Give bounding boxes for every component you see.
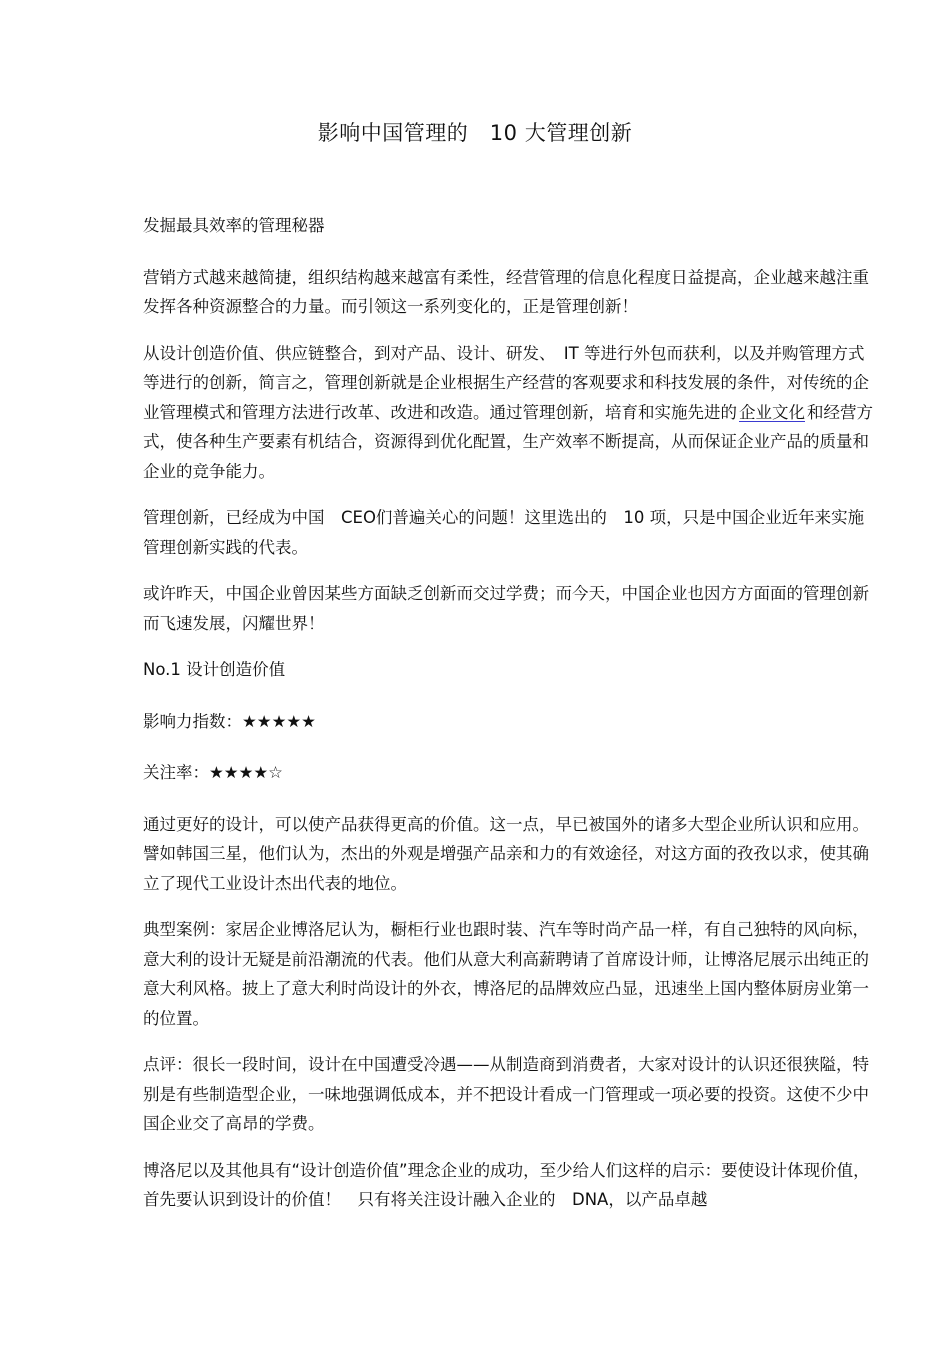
paragraph-case-study: 典型案例：家居企业博洛尼认为，橱柜行业也跟时装、汽车等时尚产品一样，有自己独特的风向标，意大利的设计无疑是前沿潮流的代表。他们从意大利高薪聘请了首席设计师，让博洛尼展示出纯正的意大利风格。披上了意大利时尚设计的外衣，博洛尼的品牌效应凸显，迅速坐上国内整体厨房业第一的位置。 (143, 920, 869, 1028)
section-heading: No.1 设计创造价值 (143, 660, 286, 679)
attention-label: 关注率： (143, 763, 209, 782)
paragraph-comment: 点评：很长一段时间，设计在中国遭受冷遇——从制造商到消费者，大家对设计的认识还很狭隘，特别是有些制造型企业，一味地强调低成本，并不把设计看成一门管理或一项必要的投资。这使不少中国企业交了高昂的学费。 (143, 1055, 869, 1133)
document-body (143, 211, 878, 1232)
document-title: 影响中国管理的 10 大管理创新 (317, 121, 633, 145)
paragraph-definition (143, 339, 873, 487)
attention-stars-icon: ★★★★☆ (209, 763, 283, 782)
enterprise-culture-link[interactable]: 企业文化 (739, 402, 805, 422)
paragraph-definition-text-1: 从设计创造价值、供应链整合，到对产品、设计、研发、 IT 等进行外包而获利，以及并购管理方式等进行的创新，简言之，管理创新就是企业根据生产经营的客观要求和科技发展的条件，对传统的企业管理模式和管理方法进行改革、改进和改造。通过管理创新，培育和实施先进的 (143, 343, 869, 422)
influence-rating (143, 707, 873, 737)
paragraph-ceo: 管理创新，已经成为中国 CEO们普遍关心的问题！这里选出的 10 项，只是中国企业近年来实施管理创新实践的代表。 (143, 508, 865, 557)
attention-rating (143, 758, 873, 788)
paragraph-design-value: 通过更好的设计，可以使产品获得更高的价值。这一点，早已被国外的诸多大型企业所认识和应用。譬如韩国三星，他们认为，杰出的外观是增强产品亲和力的有效途径，对这方面的孜孜以求，使其确立了现代工业设计杰出代表的地位。 (143, 814, 869, 893)
paragraph-conclusion: 博洛尼以及其他具有“设计创造价值”理念企业的成功，至少给人们这样的启示：要使设计体现价值， 首先要认识到设计的价值！ 只有将关注设计融入企业的 DNA，以产品卓越 (143, 1160, 878, 1209)
subtitle: 发掘最具效率的管理秘器 (143, 216, 325, 235)
influence-label: 影响力指数： (143, 711, 242, 731)
influence-stars-icon: ★★★★★ (242, 711, 316, 731)
paragraph-yesterday: 或许昨天，中国企业曾因某些方面缺乏创新而交过学费；而今天，中国企业也因方方面面的管理创新而飞速发展，闪耀世界！ (143, 584, 869, 633)
paragraph-definition-text-2: 和经营方式，使各种生产要素有机结合，资源得到优化配置，生产效率不断提高，从而保证企业产品的质量和企业的竞争能力。 (143, 402, 873, 481)
paragraph-intro: 营销方式越来越简捷，组织结构越来越富有柔性，经营管理的信息化程度日益提高，企业越来越注重发挥各种资源整合的力量。而引领这一系列变化的，正是管理创新！ (143, 267, 869, 316)
